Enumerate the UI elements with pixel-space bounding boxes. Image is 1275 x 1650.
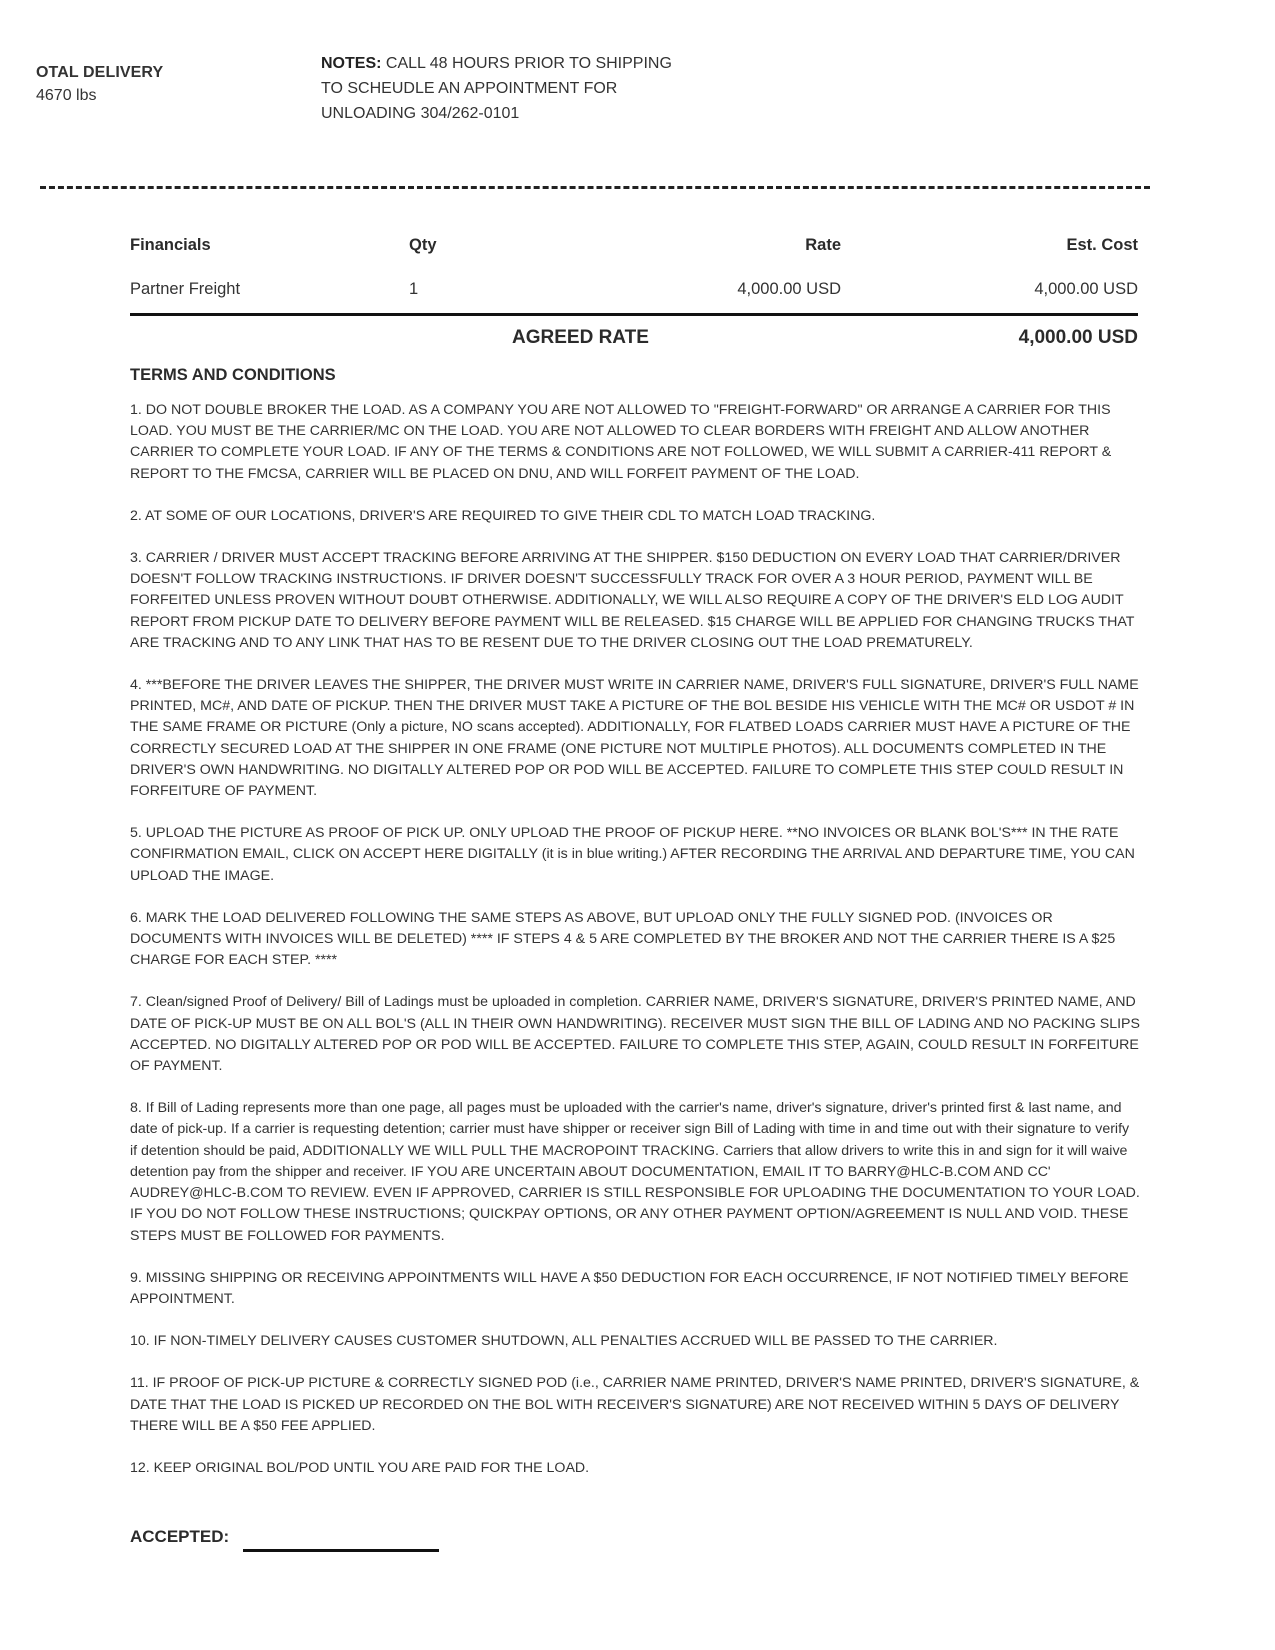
term-item-9: 9. MISSING SHIPPING OR RECEIVING APPOINTMENTS WILL HAVE A $50 DEDUCTION FOR EACH OCCURRENCE, IF NOT NOTIFIED TIMELY BEFORE APPOINTMENT. [130,1269,1129,1307]
term-item-6: 6. MARK THE LOAD DELIVERED FOLLOWING THE SAME STEPS AS ABOVE, BUT UPLOAD ONLY THE FULLY SIGNED POD. (INVOICES OR DOCUMENTS WITH INVOICES WILL BE DELETED) **** IF STEPS 4 & 5 ARE COMPLETED BY THE BROKER AND NOT THE CARRIER THERE IS A $25 CHARGE FOR EACH STEP. **** [130,909,1116,969]
term-item-5: 5. UPLOAD THE PICTURE AS PROOF OF PICK UP. ONLY UPLOAD THE PROOF OF PICKUP HERE. **NO INVOICES OR BLANK BOL'S*** IN THE RATE CONFIRMATION EMAIL, CLICK ON ACCEPT HERE DIGITALLY (it is in blue writing.) AFTER RECORDING THE ARRIVAL AND DEPARTURE TIME, YOU CAN UPLOAD THE IMAGE. [130,825,1135,884]
accepted-label: ACCEPTED: [130,1527,230,1546]
term-item-8: 8. If Bill of Lading represents more than one page, all pages must be uploaded with the carrier's name, driver's signature, driver's printed first & last name, and date of pick-up. If a carrier is requesting detention; carrier must have shipper or receiver sign Bill of Lading with time in and time out with their signature to verify if detention should be paid, ADDITIONALLY WE WILL PULL THE MACROPOINT TRACKING. Carriers that allow drivers to write this in and sign for it will waive detention pay from the shipper and receiver. IF YOU ARE UNCERTAIN ABOUT DOCUMENTATION, EMAIL IT TO BARRY@HLC-B.COM AND CC' AUDREY@HLC-B.COM TO REVIEW. EVEN IF APPROVED, CARRIER IS STILL RESPONSIBLE FOR UPLOADING THE DOCUMENTATION TO YOUR LOAD. IF YOU DO NOT FOLLOW THESE INSTRUCTIONS; QUICKPAY OPTIONS, OR ANY OTHER PAYMENT OPTION/AGREEMENT IS NULL AND VOID. THESE STEPS MUST BE FOLLOWED FOR PAYMENTS. [130,1100,1140,1244]
notes-line [321,51,741,76]
total-rule [130,313,1138,316]
header-est-cost: Est. Cost [1066,236,1138,254]
shipment-summary [0,0,1275,170]
financials-table [130,236,1138,348]
financials-header-row [130,236,1138,258]
total-delivery [36,64,163,105]
term-item-11: 11. IF PROOF OF PICK-UP PICTURE & CORRECTLY SIGNED POD (i.e., CARRIER NAME PRINTED, DRIVER'S NAME PRINTED, DRIVER'S SIGNATURE, & DATE THAT THE LOAD IS PICKED UP RECORDED ON THE BOL WITH RECEIVER'S SIGNATURE) ARE NOT RECEIVED WITHIN 5 DAYS OF DELIVERY THERE WILL BE A $50 FEE APPLIED. [130,1375,1140,1434]
term-item-2: 2. AT SOME OF OUR LOCATIONS, DRIVER'S ARE REQUIRED TO GIVE THEIR CDL TO MATCH LOAD TRACKING. [130,507,876,524]
notes-label: NOTES: [321,55,382,72]
notes-line: UNLOADING 304/262-0101 [321,105,520,122]
table-row [130,280,1138,302]
total-delivery-label: OTAL DELIVERY [36,64,164,81]
term-item-3: 3. CARRIER / DRIVER MUST ACCEPT TRACKING BEFORE ARRIVING AT THE SHIPPER. $150 DEDUCTION ON EVERY LOAD THAT CARRIER/DRIVER DOESN'T FOLLOW TRACKING INSTRUCTIONS. IF DRIVER DOESN'T SUCCESSFULLY TRACK FOR OVER A 3 HOUR PERIOD, PAYMENT WILL BE FORFEITED UNLESS PROVEN WITHOUT DOUBT OTHERWISE. ADDITIONALLY, WE WILL ALSO REQUIRE A COPY OF THE DRIVER'S ELD LOG AUDIT REPORT FROM PICKUP DATE TO DELIVERY BEFORE PAYMENT WILL BE RELEASED. $15 CHARGE WILL BE APPLIED FOR CHANGING TRUCKS THAT ARE TRACKING AND TO ANY LINK THAT HAS TO BE RESENT DUE TO THE DRIVER CLOSING OUT THE LOAD PREMATURELY. [130,550,1135,651]
term-item-12: 12. KEEP ORIGINAL BOL/POD UNTIL YOU ARE PAID FOR THE LOAD. [130,1459,590,1476]
total-delivery-weight: 4670 lbs [36,87,97,104]
terms-and-conditions [130,366,1140,1500]
term-item-1: 1. DO NOT DOUBLE BROKER THE LOAD. AS A COMPANY YOU ARE NOT ALLOWED TO "FREIGHT-FORWARD" OR ARRANGE A CARRIER FOR THIS LOAD. YOU MUST BE THE CARRIER/MC ON THE LOAD. YOU ARE NOT ALLOWED TO CLEAR BORDERS WITH FREIGHT AND ALLOW ANOTHER CARRIER TO COMPLETE YOUR LOAD. IF ANY OF THE TERMS & CONDITIONS ARE NOT FOLLOWED, WE WILL SUBMIT A CARRIER-411 REPORT & REPORT TO THE FMCSA, CARRIER WILL BE PLACED ON DNU, AND WILL FORFEIT PAYMENT OF THE LOAD. [130,402,1112,482]
agreed-rate-row [130,327,1138,353]
term-item-10: 10. IF NON-TIMELY DELIVERY CAUSES CUSTOMER SHUTDOWN, ALL PENALTIES ACCRUED WILL BE PASSED TO THE CARRIER. [130,1333,998,1350]
signature-line[interactable] [243,1549,439,1552]
line-item-description: Partner Freight [130,280,241,298]
agreed-rate-value: 4,000.00 USD [1018,327,1138,348]
header-rate: Rate [805,236,841,254]
term-item-4: 4. ***BEFORE THE DRIVER LEAVES THE SHIPPER, THE DRIVER MUST WRITE IN CARRIER NAME, DRIVER'S FULL SIGNATURE, DRIVER'S FULL NAME PRINTED, MC#, AND DATE OF PICKUP. THEN THE DRIVER MUST TAKE A PICTURE OF THE BOL BESIDE HIS VEHICLE WITH THE MC# OR USDOT # IN THE SAME FRAME OR PICTURE (Only a picture, NO scans accepted). ADDITIONALLY, FOR FLATBED LOADS CARRIER MUST HAVE A PICTURE OF THE CORRECTLY SECURED LOAD AT THE SHIPPER IN ONE FRAME (ONE PICTURE NOT MULTIPLE PHOTOS). ALL DOCUMENTS COMPLETED IN THE DRIVER'S OWN HANDWRITING. NO DIGITALLY ALTERED POP OR POD WILL BE ACCEPTED. FAILURE TO COMPLETE THIS STEP COULD RESULT IN FORFEITURE OF PAYMENT. [130,677,1139,800]
dashed-divider [40,186,1150,189]
header-qty: Qty [409,236,437,254]
shipping-notes [321,51,741,126]
agreed-rate-label: AGREED RATE [512,327,649,348]
term-item-7: 7. Clean/signed Proof of Delivery/ Bill of Ladings must be uploaded in completion. CARRIER NAME, DRIVER'S SIGNATURE, DRIVER'S PRINTED NAME, AND DATE OF PICK-UP MUST BE ON ALL BOL'S (ALL IN THEIR OWN HANDWRITING). RECEIVER MUST SIGN THE BILL OF LADING AND NO PACKING SLIPS ACCEPTED. NO DIGITALLY ALTERED POP OR POD WILL BE ACCEPTED. FAILURE TO COMPLETE THIS STEP, AGAIN, COULD RESULT IN FORFEITURE OF PAYMENT. [130,994,1140,1075]
line-item-qty: 1 [409,280,419,298]
line-item-est-cost: 4,000.00 USD [1034,280,1138,298]
line-item-rate: 4,000.00 USD [737,280,841,298]
notes-line: TO SCHEUDLE AN APPOINTMENT FOR [321,80,618,97]
notes-text: CALL 48 HOURS PRIOR TO SHIPPING [385,55,672,72]
terms-title: TERMS AND CONDITIONS [130,366,336,384]
header-financials: Financials [130,236,211,254]
